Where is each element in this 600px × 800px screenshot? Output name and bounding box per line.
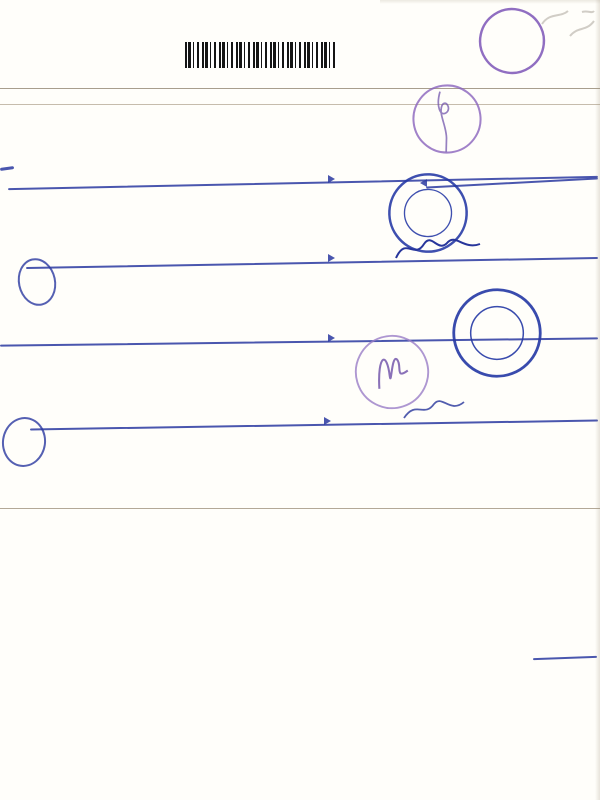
signature-tail-line — [533, 656, 597, 660]
scan-edge-right — [595, 0, 600, 800]
scan-edge-top — [380, 0, 600, 4]
rs-barcode — [185, 42, 338, 68]
pen-arrowhead — [328, 334, 335, 342]
mahadev-seal-stamp — [403, 75, 491, 163]
pen-arrowhead — [328, 254, 335, 262]
pen-stroke — [437, 91, 455, 153]
signature-row-75 — [392, 234, 484, 262]
pen-arrowhead — [324, 417, 331, 425]
selvam-associates-stamp-2 — [449, 285, 545, 381]
pen-arrowhead — [328, 175, 335, 183]
table-header-row — [0, 89, 600, 105]
pencil-scribble — [538, 6, 596, 42]
signature-row-78 — [371, 354, 410, 389]
signature-row-79 — [400, 396, 470, 422]
